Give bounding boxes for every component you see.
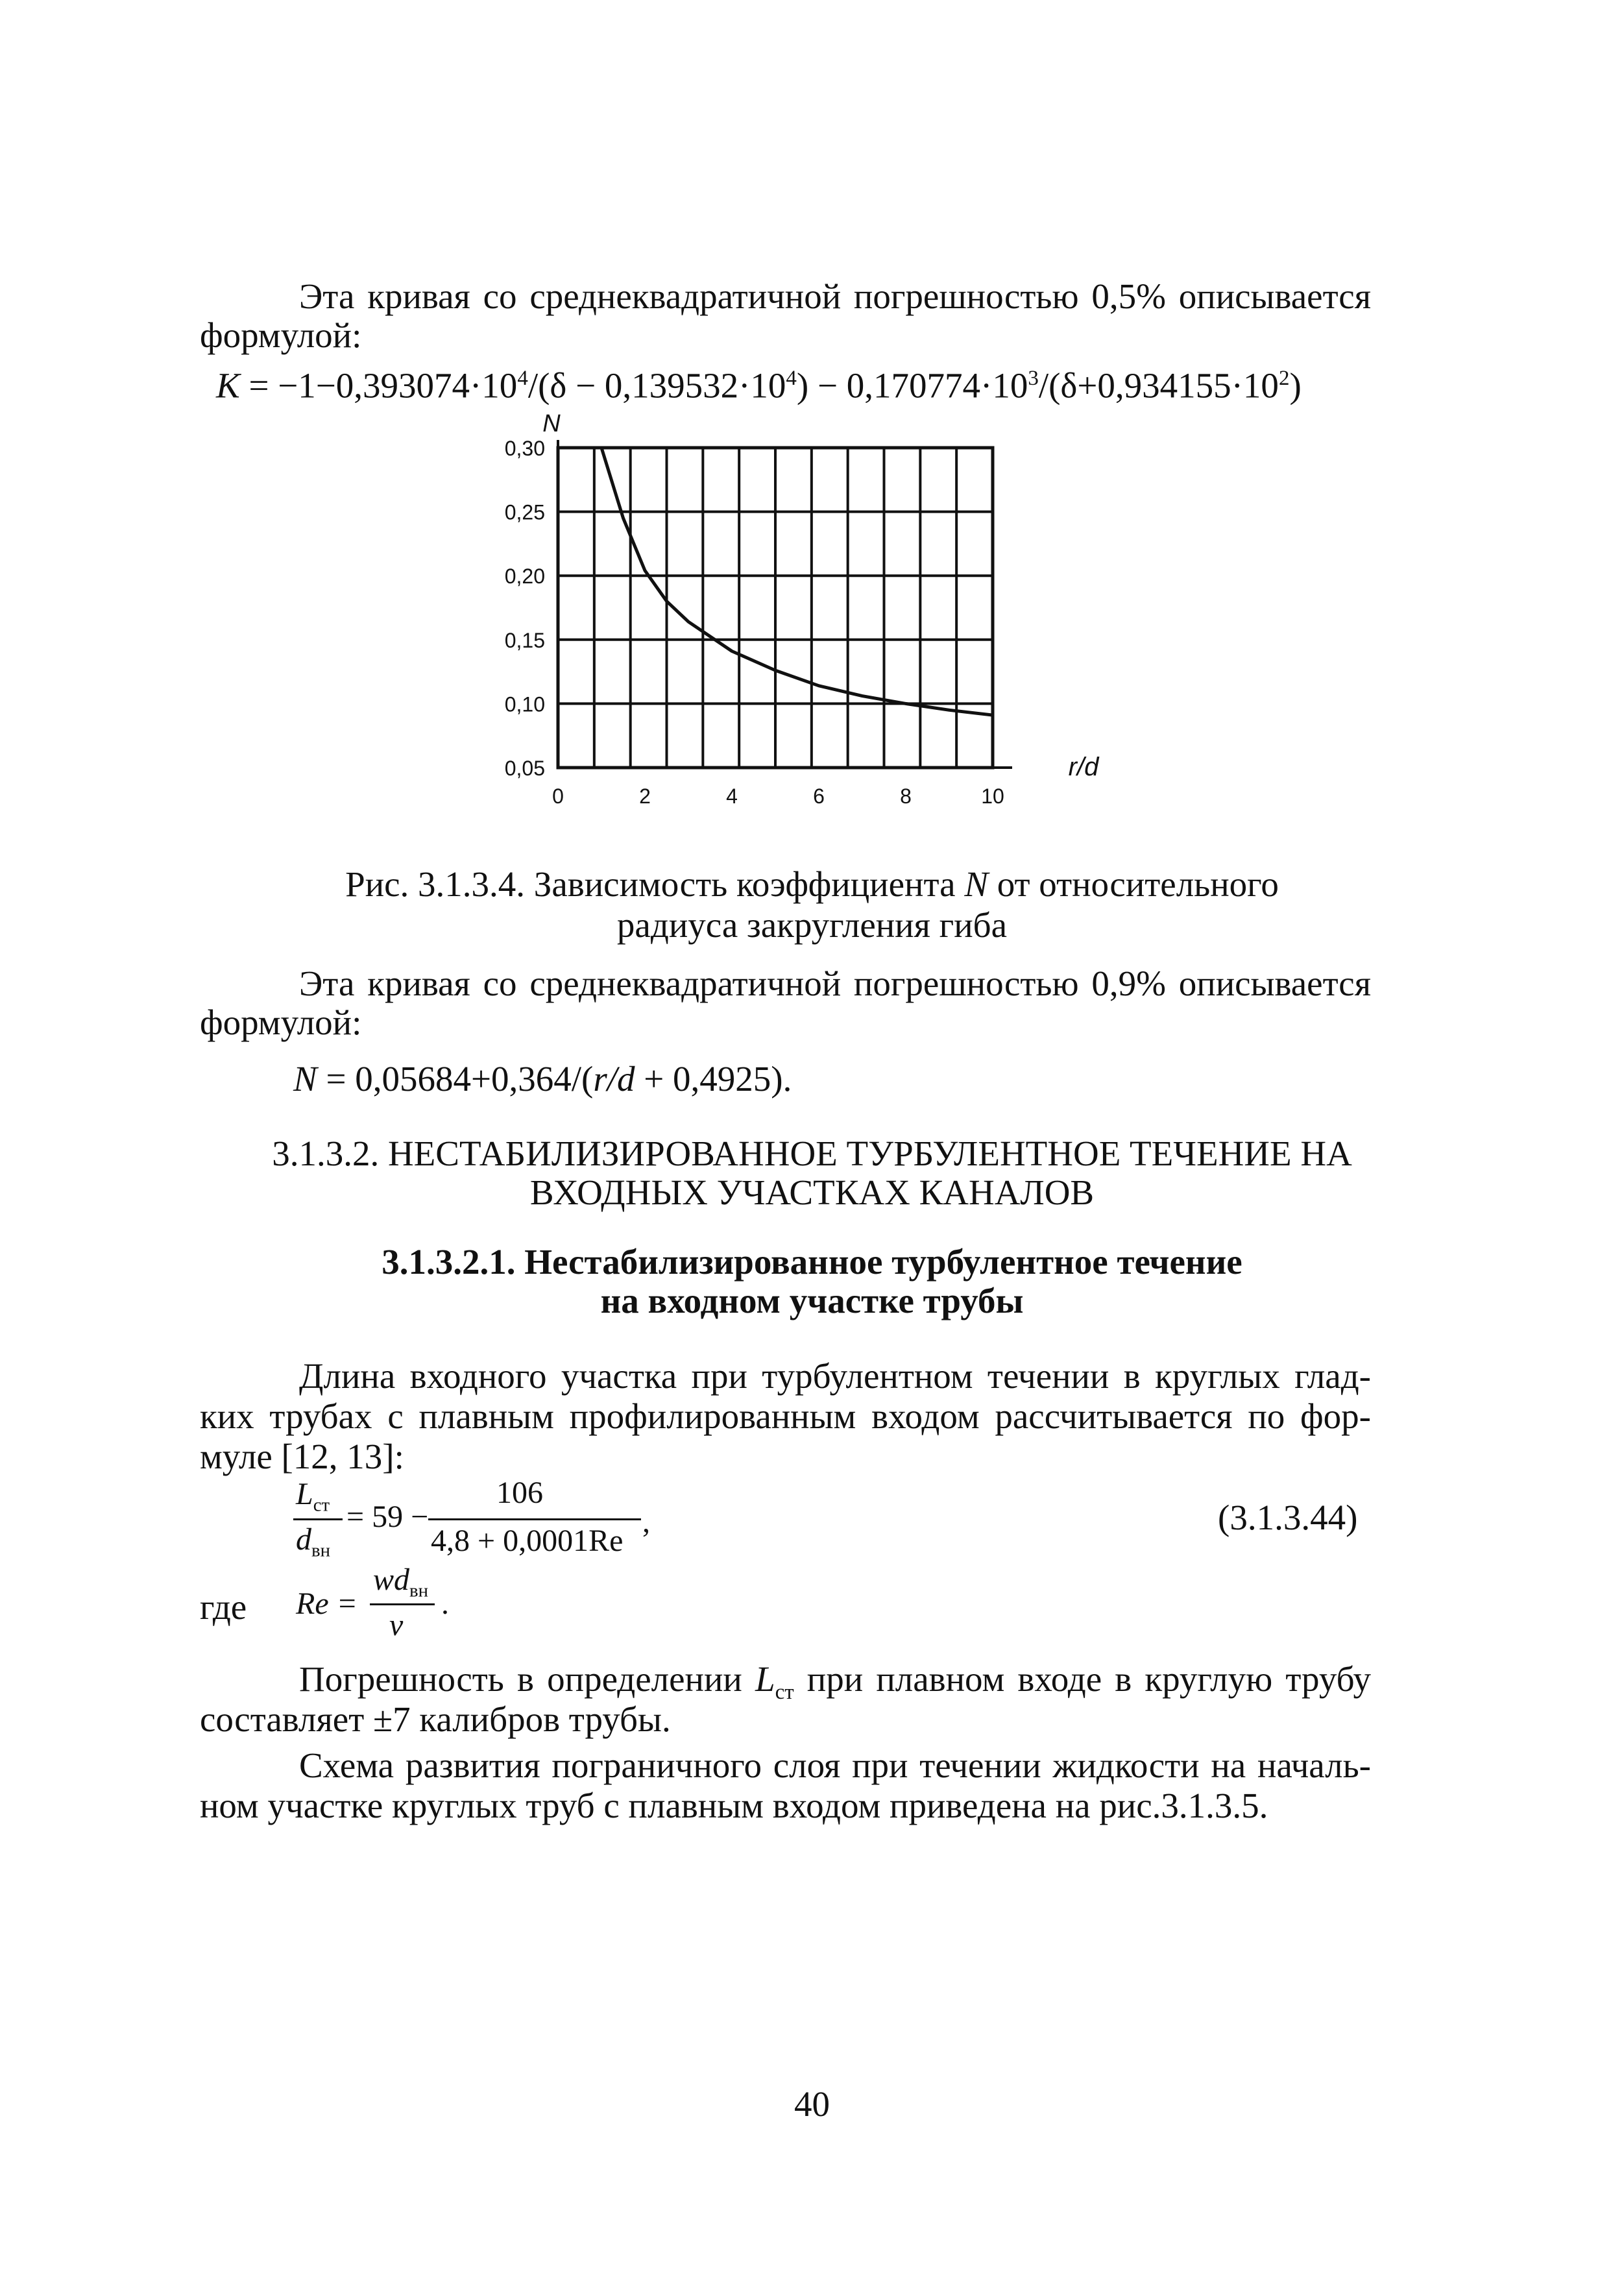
figure-caption-line-2: радиуса закругления гиба (616, 905, 1008, 945)
page-number: 40 (794, 2084, 830, 2124)
caption-text: Рис. 3.1.3.4. Зависимость коэффициента (345, 864, 965, 904)
y-tick-label: 0,30 (504, 437, 545, 460)
y-tick-label: 0,25 (504, 500, 545, 524)
y-tick-label: 0,05 (504, 757, 545, 780)
formula-k-part: = −1−0,393074·10 (239, 365, 518, 406)
x-tick-label: 10 (981, 784, 1004, 808)
re-fraction-bar (370, 1603, 435, 1605)
intro-line-1: Эта кривая со среднеквадратичной погрешностью 0,5% описывается (299, 276, 1371, 316)
formula-k-exp: 2 (1278, 367, 1290, 390)
series-curve (601, 448, 993, 715)
x-tick-label: 6 (813, 784, 825, 808)
body-para1-line-3: муле [12, 13]: (200, 1437, 404, 1476)
body-para2-line-2: составляет ±7 калибров трубы. (200, 1699, 671, 1739)
chart-series (601, 448, 993, 715)
formula-n-lhs: N (293, 1059, 317, 1099)
n-vs-rd-chart (0, 0, 1624, 844)
eq44-middle: = 59 − (346, 1500, 429, 1534)
eq44-rhs-denominator: 4,8 + 0,0001Re (431, 1524, 624, 1558)
eq44-rhs-numerator: 106 (496, 1476, 543, 1510)
body-para3-line-2: ном участке круглых труб с плавным входом приведена на рис.3.1.3.5. (200, 1786, 1268, 1825)
second-line-1: Эта кривая со среднеквадратичной погрешностью 0,9% описывается (299, 964, 1371, 1003)
formula-k-part: ) − 0,170774·10 (796, 365, 1028, 406)
eq44-number: (3.1.3.44) (1218, 1498, 1358, 1537)
formula-n-part: + 0,4925). (635, 1059, 792, 1099)
formula-k-lhs: K (216, 365, 240, 406)
y-tick-label: 0,10 (504, 692, 545, 716)
para2-text: Погрешность в определении (299, 1659, 755, 1699)
formula-n-part: = 0,05684+0,364/( (317, 1059, 594, 1099)
formula-k-part: /(δ+0,934155·10 (1038, 365, 1279, 406)
caption-text: от относительного (988, 864, 1279, 904)
intro-line-2: формулой: (200, 315, 362, 355)
formula-k-exp: 4 (517, 367, 528, 390)
formula-k-part: ) (1289, 365, 1302, 406)
chart-grid (558, 440, 1012, 768)
formula-k-exp: 4 (786, 367, 797, 390)
body-para3-line-1: Схема развития пограничного слоя при течении жидкости на началь- (299, 1745, 1371, 1785)
x-tick-label: 4 (726, 784, 738, 808)
formula-n-var: r/d (593, 1059, 635, 1099)
formula-k-part: /(δ − 0,139532·10 (527, 365, 786, 406)
second-line-2: формулой: (200, 1003, 362, 1042)
formula-k-exp: 3 (1028, 367, 1039, 390)
y-tick-label: 0,15 (504, 628, 545, 652)
para2-symbol-sub: ст (775, 1681, 794, 1704)
caption-symbol: N (964, 864, 988, 904)
body-para1-line-2: ких трубах с плавным профилированным входом рассчитывается по фор- (200, 1396, 1371, 1436)
eq44-lhs-fraction-bar (293, 1518, 343, 1520)
where-label: где (200, 1587, 247, 1627)
y-tick-label: 0,20 (504, 565, 545, 589)
eq44-rhs-fraction-bar (428, 1518, 641, 1520)
x-tick-label: 8 (900, 784, 912, 808)
y-axis-symbol: N (542, 410, 561, 437)
eq44-lhs-numerator: $L_{ст}$ (296, 1477, 330, 1516)
x-tick-label: 0 (552, 784, 564, 808)
section-heading-line-2: ВХОДНЫХ УЧАСТКАХ КАНАЛОВ (529, 1173, 1095, 1212)
x-axis-symbol: r/d (1068, 753, 1099, 781)
re-numerator: $wd_{вн}$ (373, 1563, 429, 1601)
formula-n (293, 1058, 792, 1100)
para2-text: при плавном входе в круглую трубу (794, 1659, 1371, 1699)
section-heading-line-1: 3.1.3.2. НЕСТАБИЛИЗИРОВАННОЕ ТУРБУЛЕНТНОЕ ТЕЧЕНИЕ НА (272, 1134, 1352, 1173)
x-tick-label: 2 (639, 784, 651, 808)
subsection-heading-line-1: 3.1.3.2.1. Нестабилизированное турбулентное течение (382, 1242, 1242, 1282)
re-lhs: Re = (296, 1587, 358, 1621)
re-dot: . (441, 1587, 449, 1621)
eq44-lhs-denominator: $d_{вн}$ (296, 1522, 331, 1561)
eq44-comma: , (642, 1505, 650, 1539)
subsection-heading-line-2: на входном участке трубы (600, 1281, 1024, 1320)
figure-caption-line-1 (0, 863, 1624, 906)
body-para1-line-1: Длина входного участка при турбулентном течении в круглых глад- (299, 1356, 1371, 1396)
re-denominator: ν (389, 1608, 404, 1642)
para2-symbol: L (755, 1659, 775, 1699)
